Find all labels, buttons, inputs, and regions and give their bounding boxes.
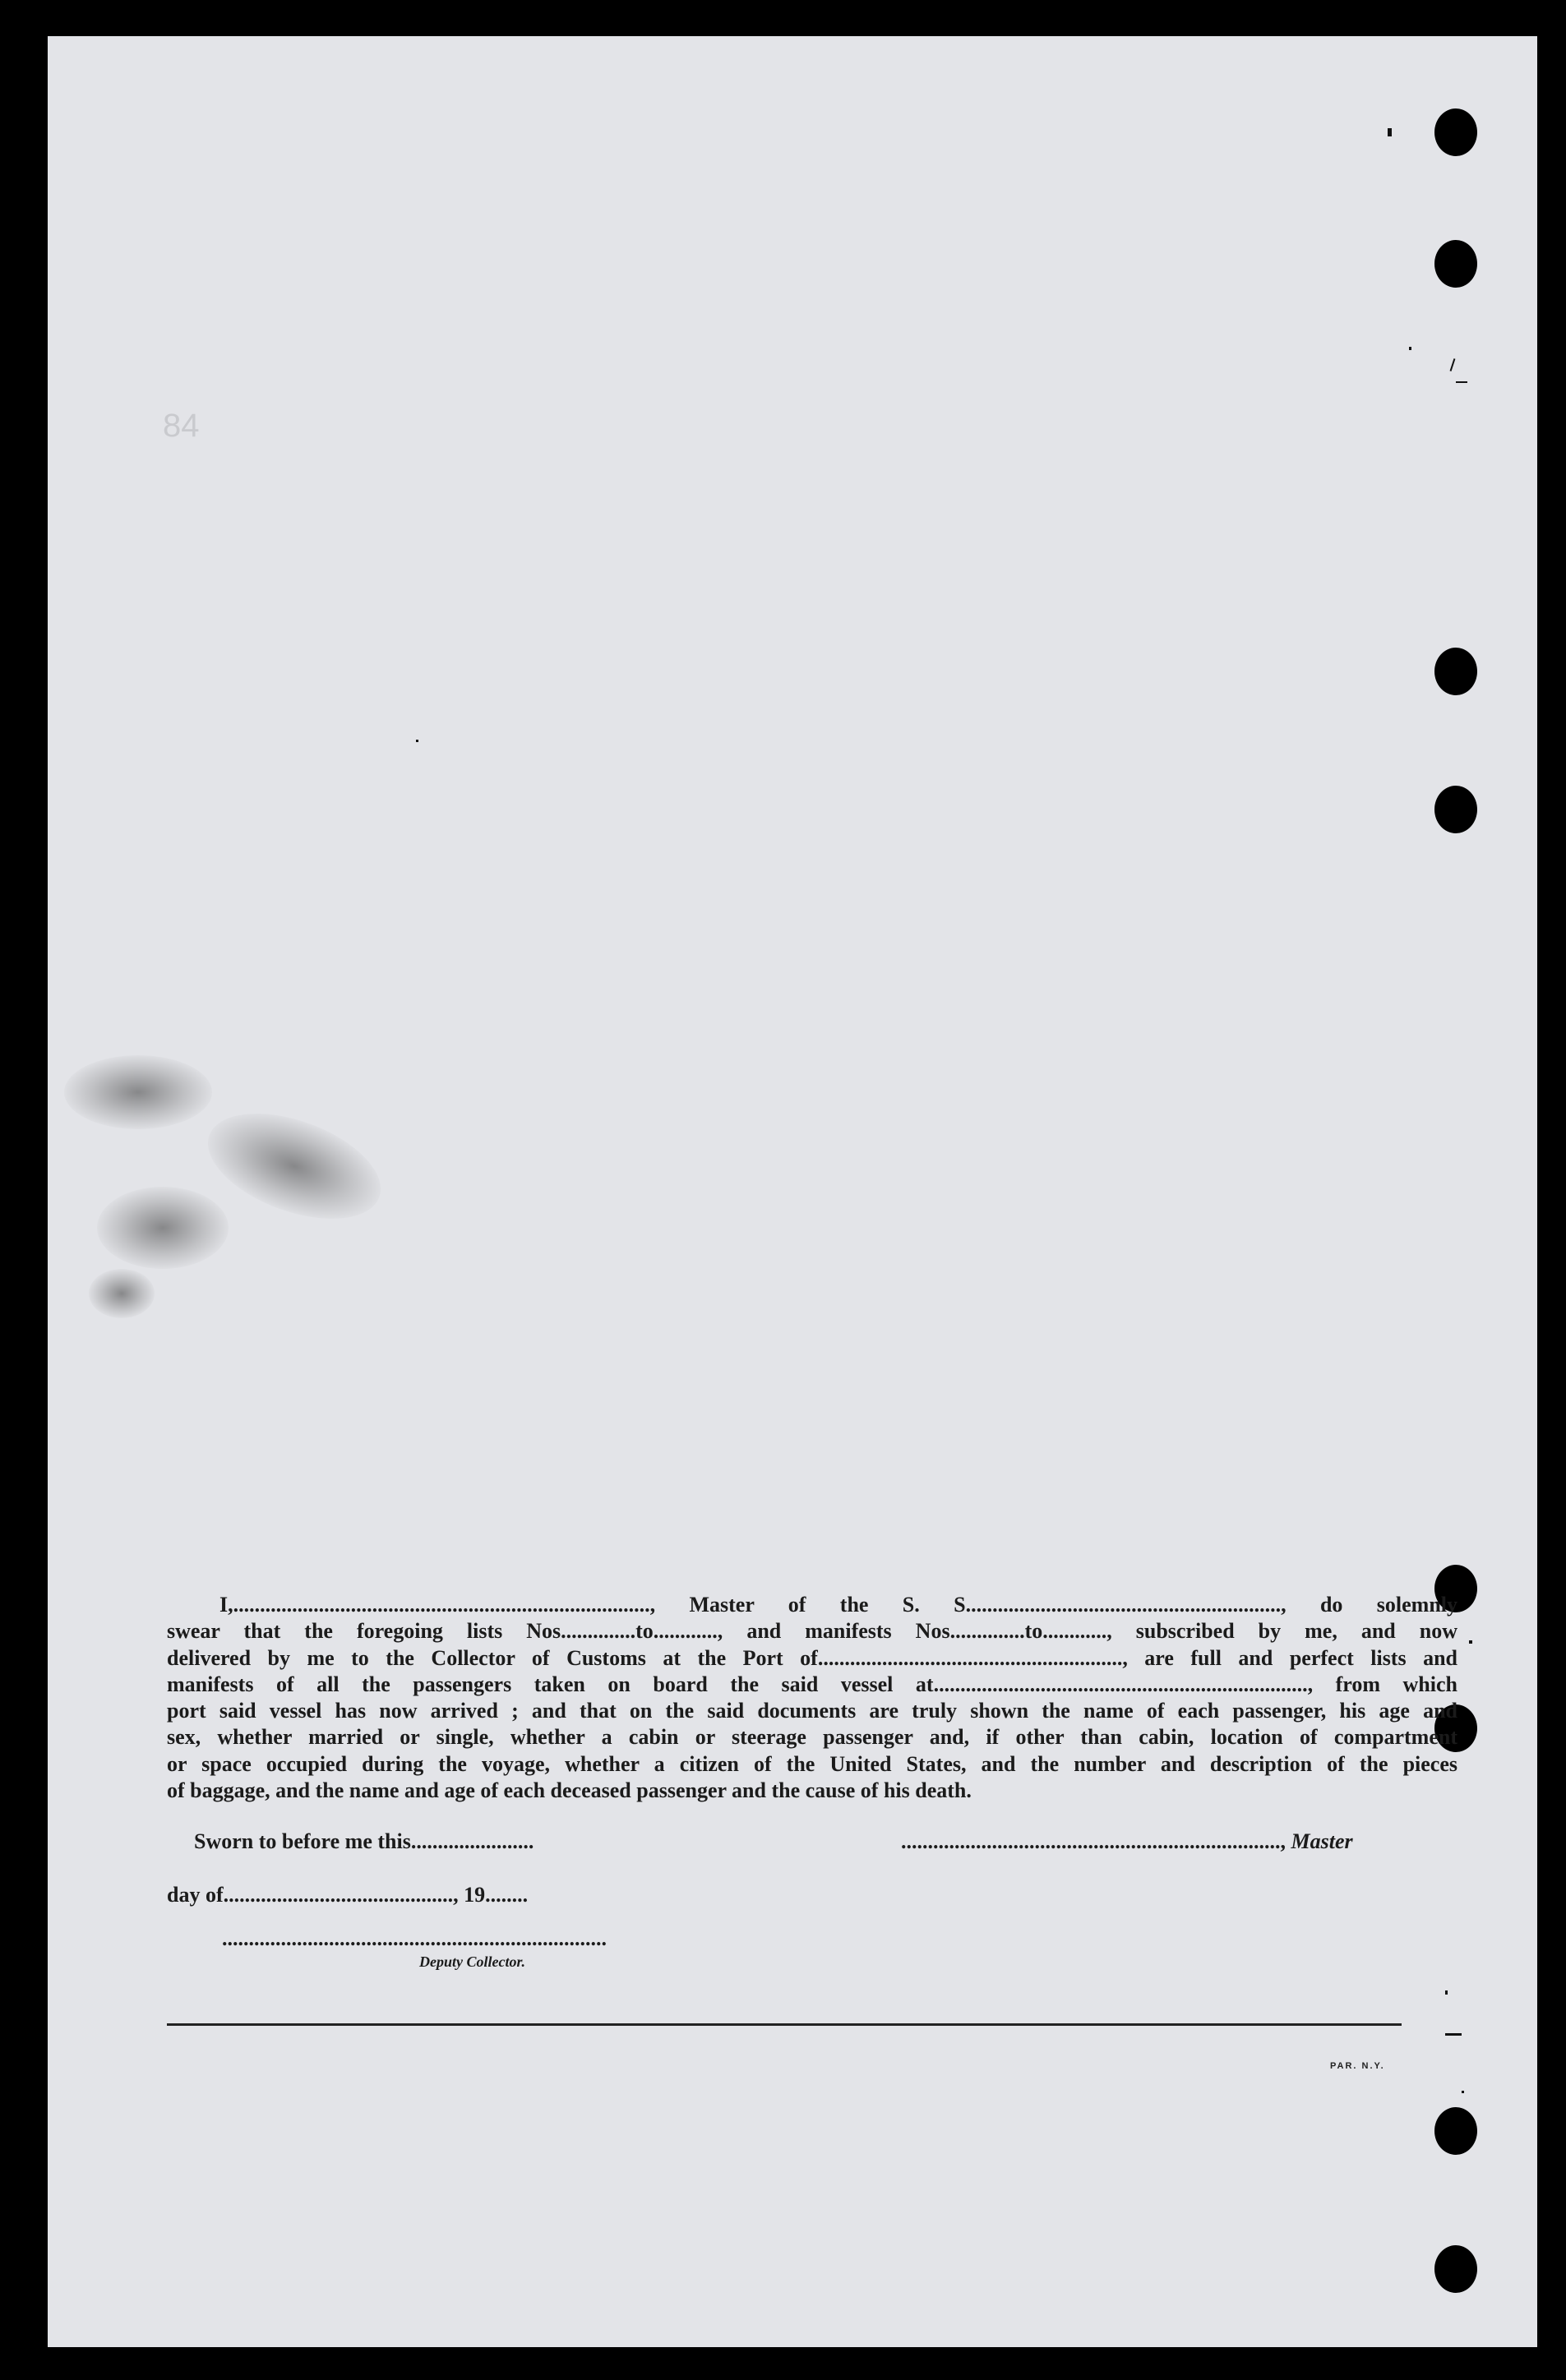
oath-line: manifests of all the passengers taken on board the said vessel at......................................................................, from which	[167, 1672, 1457, 1696]
oath-line: swear that the foregoing lists Nos..............to............, and manifests Nos..............to............, subscribed by me, and now	[167, 1619, 1457, 1644]
master-signature-field	[901, 1829, 1353, 1854]
ink-mark	[416, 740, 418, 742]
bleed-through-mark: 84	[163, 408, 200, 444]
oath-line: I,.............................................................................., Master of the S. S..........................................................., do solemnly	[219, 1593, 1457, 1617]
master-label: Master	[1291, 1829, 1353, 1853]
binder-hole	[1434, 648, 1477, 695]
oath-line: or space occupied during the voyage, whether a citizen of the United States, and the number and description of the pieces	[167, 1751, 1457, 1776]
divider-rule	[167, 2023, 1402, 2026]
ink-mark	[1469, 1640, 1472, 1644]
oath-line: sex, whether married or single, whether a cabin or steerage passenger and, if other than cabin, location of compartment	[167, 1725, 1457, 1750]
binder-hole	[1434, 2245, 1477, 2293]
deputy-collector-label: Deputy Collector.	[419, 1953, 525, 1970]
ink-mark	[1445, 2033, 1462, 2036]
ink-mark	[1462, 2091, 1464, 2093]
ink-mark	[1445, 1990, 1448, 1995]
deputy-signature-line: ........................................................................	[222, 1926, 607, 1950]
oath-line: of baggage, and the name and age of each deceased passenger and the cause of his death.	[167, 1778, 972, 1803]
stain	[64, 1055, 212, 1129]
ink-mark	[1409, 347, 1411, 350]
binder-hole	[1434, 108, 1477, 156]
oath-line: delivered by me to the Collector of Customs at the Port of........................................................., are full and perfect lists and	[167, 1645, 1457, 1670]
stain	[89, 1269, 155, 1318]
binder-hole	[1434, 2107, 1477, 2155]
oath-line: port said vessel has now arrived ; and that on the said documents are truly shown the name of each passenger, his age and	[167, 1699, 1457, 1723]
stain	[97, 1187, 229, 1269]
binder-hole	[1434, 786, 1477, 833]
sworn-before-field: Sworn to before me this.......................	[194, 1829, 534, 1853]
master-oath	[167, 1592, 1457, 1804]
printer-mark: PAR. N.Y.	[1330, 2061, 1385, 2071]
binder-hole	[1434, 240, 1477, 288]
day-of-field: day of..........................................., 19........	[167, 1883, 529, 1907]
master-signature-line: .......................................................................,	[901, 1829, 1286, 1853]
ink-mark	[1450, 358, 1456, 371]
ink-mark	[1388, 128, 1392, 136]
manifest-page	[48, 36, 1537, 2347]
ink-mark	[1456, 381, 1467, 383]
